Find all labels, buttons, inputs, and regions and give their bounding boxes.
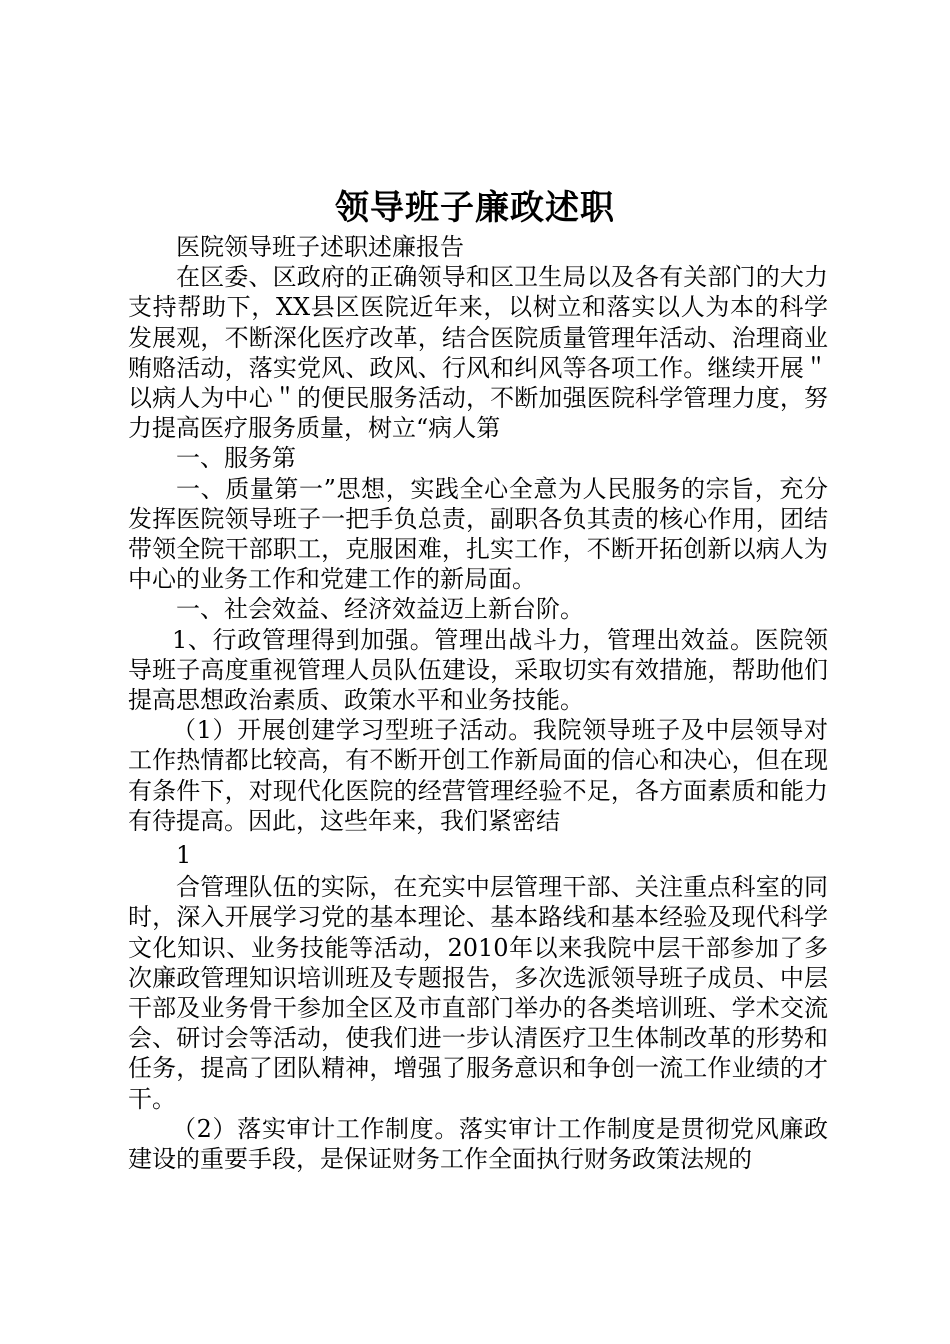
paragraph-learning-team: （1）开展创建学习型班子活动。我院领导班子及中层领导对工作热情都比较高，有不断开创工作新局面的信心和决心，但在现有条件下，对现代化医院的经营管理经验不足，各方面素质和能力有待提高。因此，这些年来，我们紧密结: [128, 716, 828, 835]
document-body: [128, 232, 828, 1174]
paragraph-audit-system: （2）落实审计工作制度。落实审计工作制度是贯彻党风廉政建设的重要手段，是保证财务工作全面执行财务政策法规的: [128, 1114, 828, 1174]
page-number: 1: [176, 841, 192, 870]
paragraph-intro: 在区委、区政府的正确领导和区卫生局以及各有关部门的大力支持帮助下，XX县区医院近年来，以树立和落实以人为本的科学发展观，不断深化医疗改革，结合医院质量管理年活动、治理商业贿赂活动，落实党风、政风、行风和纠风等各项工作。继续开展＂以病人为中心＂的便民服务活动，不断加强医院科学管理力度，努力提高医疗服务质量，树立“病人第: [128, 263, 828, 443]
paragraph-subtitle: 医院领导班子述职述廉报告: [176, 233, 464, 261]
paragraph-heading-service: 一、服务第: [176, 444, 296, 473]
paragraph-management-team: 合管理队伍的实际，在充实中层管理干部、关注重点科室的同时，深入开展学习党的基本理论、基本路线和基本经验及现代科学文化知识、业务技能等活动，2010年以来我院中层干部参加了多次廉政管理知识培训班及专题报告，多次选派领导班子成员、中层干部及业务骨干参加全区及市直部门举办的各类培训班、学术交流会、研讨会等活动，使我们进一步认清医疗卫生体制改革的形势和任务，提高了团队精神，增强了服务意识和争创一流工作业绩的才干。: [128, 873, 828, 1113]
paragraph-quality-first: 一、质量第一”思想，实践全心全意为人民服务的宗旨，充分发挥医院领导班子一把手负总责，副职各负其责的核心作用，团结带领全院干部职工，克服困难，扎实工作，不断开拓创新以病人为中心的业务工作和党建工作的新局面。: [128, 474, 828, 594]
paragraph-heading-benefits: 一、社会效益、经济效益迈上新台阶。: [176, 595, 584, 624]
paragraph-admin-management: 1、行政管理得到加强。管理出战斗力，管理出效益。医院领导班子高度重视管理人员队伍建设，采取切实有效措施，帮助他们提高思想政治素质、政策水平和业务技能。: [128, 625, 828, 715]
document-title: 领导班子廉政述职: [335, 188, 615, 228]
